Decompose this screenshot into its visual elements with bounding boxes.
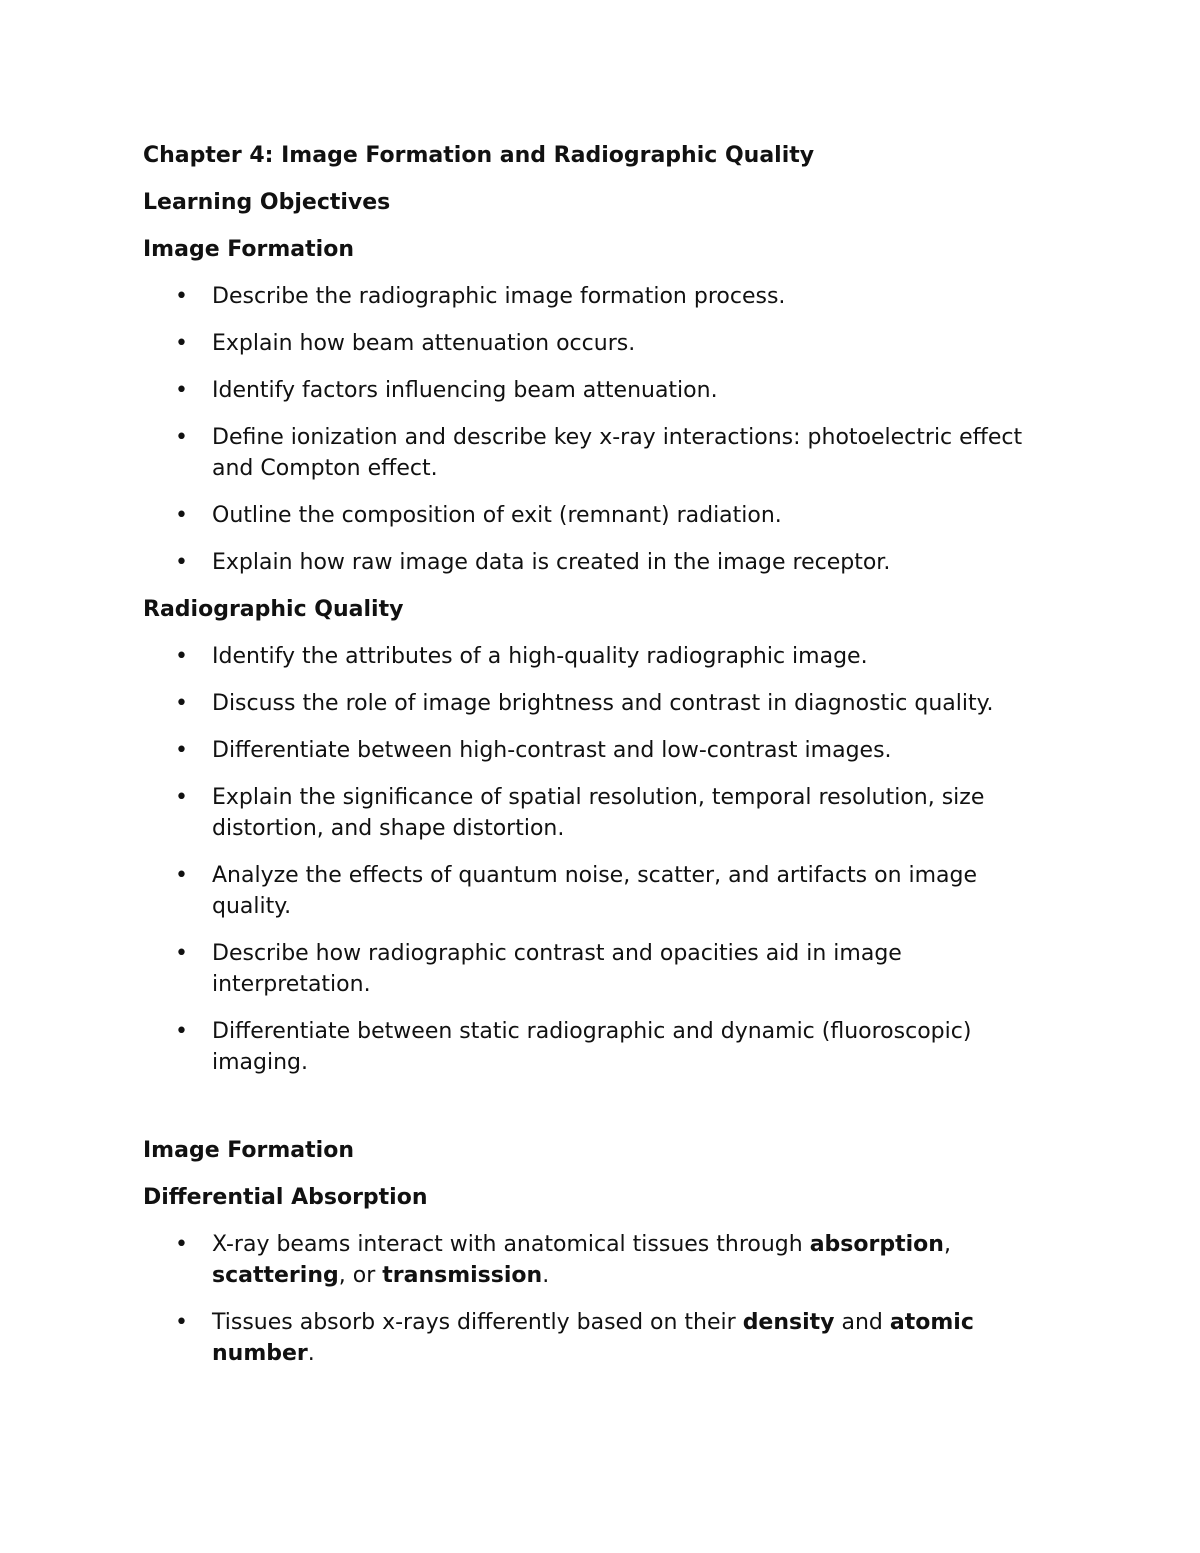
list-item: • Describe the radiographic image formation process.: [143, 281, 1063, 312]
bullet-icon: •: [175, 738, 188, 763]
bullet-icon: •: [175, 425, 188, 450]
section-image-formation-heading: Image Formation: [143, 1138, 354, 1163]
differential-absorption-heading: Differential Absorption: [143, 1185, 428, 1210]
term-density: density: [742, 1310, 835, 1335]
bullet-icon: •: [175, 331, 188, 356]
list-item: • Differentiate between static radiographic and dynamic (fluoroscopic) imaging.: [143, 1016, 1063, 1078]
bullet-icon: •: [175, 863, 188, 888]
term-transmission: transmission: [382, 1263, 543, 1288]
list-item: • Outline the composition of exit (remnant) radiation.: [143, 500, 1063, 531]
list-item: • Analyze the effects of quantum noise, scatter, and artifacts on image quality.: [143, 860, 1063, 922]
bullet-icon: •: [175, 503, 188, 528]
bullet-icon: •: [175, 785, 188, 810]
list-item: • Tissues absorb x-rays differently based on their density and atomic number.: [143, 1307, 1063, 1369]
chapter-title: Chapter 4: Image Formation and Radiographic Quality: [143, 143, 815, 168]
bullet-icon: •: [175, 1232, 188, 1257]
list-item: • Describe how radiographic contrast and opacities aid in image interpretation.: [143, 938, 1063, 1000]
bullet-icon: •: [175, 941, 188, 966]
objectives-radiographic-quality-list: [143, 641, 1063, 1078]
bullet-icon: •: [175, 691, 188, 716]
list-item: • Identify the attributes of a high-quality radiographic image.: [143, 641, 1063, 672]
bullet-icon: •: [175, 1310, 188, 1335]
list-item: • Explain how raw image data is created in the image receptor.: [143, 547, 1063, 578]
learning-objectives-heading: Learning Objectives: [143, 190, 391, 215]
list-item: • Define ionization and describe key x-ray interactions: photoelectric effect and Compton effect.: [143, 422, 1063, 484]
list-item: • Explain how beam attenuation occurs.: [143, 328, 1063, 359]
list-item: • Differentiate between high-contrast and low-contrast images.: [143, 735, 1063, 766]
bullet-icon: •: [175, 1019, 188, 1044]
differential-absorption-list: [143, 1229, 1063, 1369]
objectives-image-formation-list: [143, 281, 1063, 578]
bullet-icon: •: [175, 644, 188, 669]
objectives-radiographic-quality-heading: Radiographic Quality: [143, 597, 404, 622]
bullet-icon: •: [175, 550, 188, 575]
list-item: • X-ray beams interact with anatomical tissues through absorption, scattering, or transmission.: [143, 1229, 1063, 1291]
list-item: • Explain the significance of spatial resolution, temporal resolution, size distortion, and shape distortion.: [143, 782, 1063, 844]
bullet-icon: •: [175, 378, 188, 403]
term-scattering: scattering: [212, 1263, 339, 1288]
list-item: • Identify factors influencing beam attenuation.: [143, 375, 1063, 406]
list-item: • Discuss the role of image brightness and contrast in diagnostic quality.: [143, 688, 1063, 719]
bullet-icon: •: [175, 284, 188, 309]
term-atomic-number: atomic number: [212, 1310, 974, 1366]
term-absorption: absorption: [809, 1232, 944, 1257]
document-body: [143, 140, 1063, 1385]
objectives-image-formation-heading: Image Formation: [143, 237, 354, 262]
